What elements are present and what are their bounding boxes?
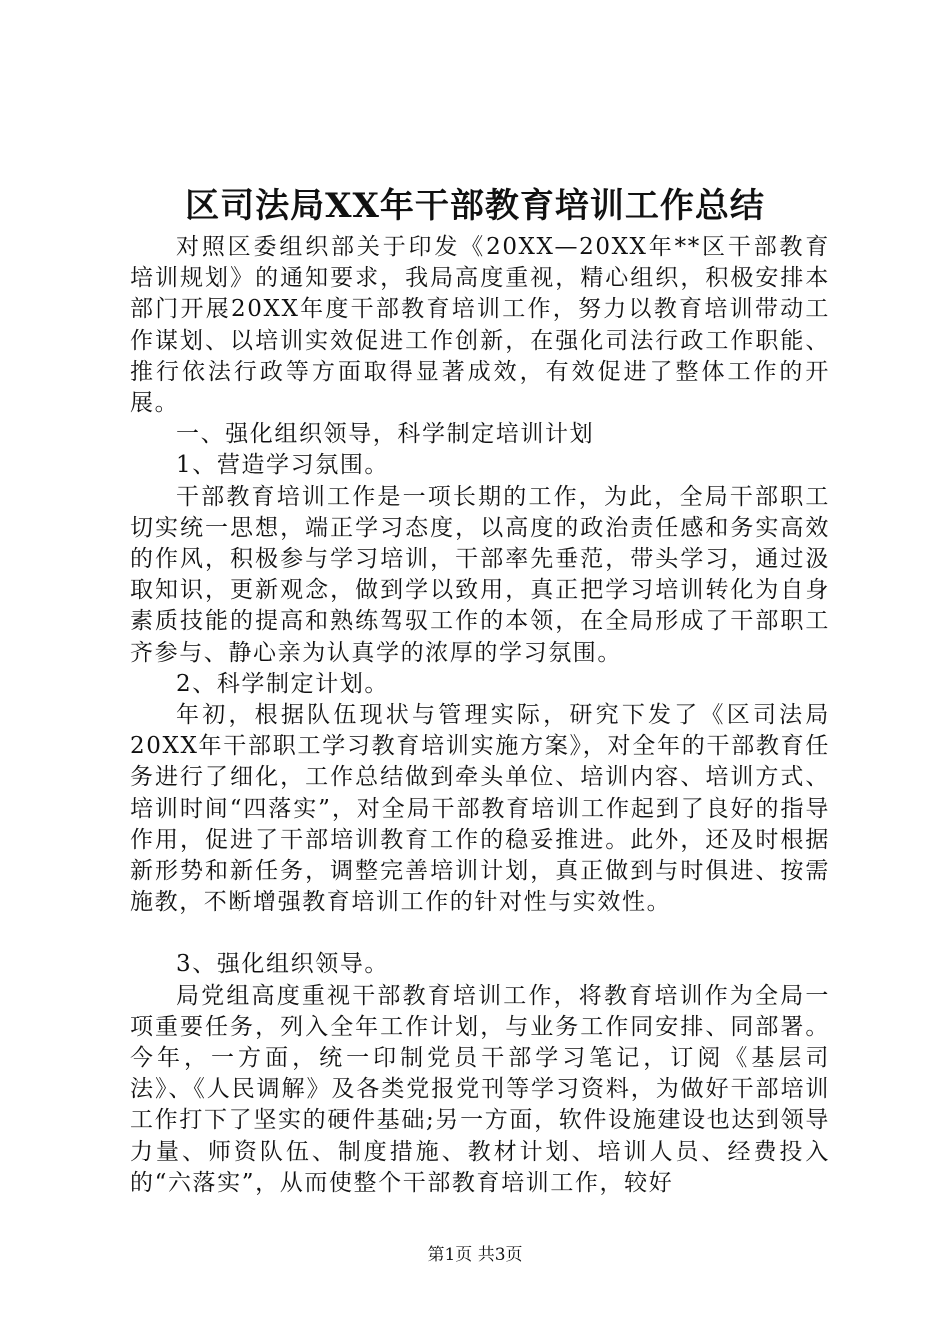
page-number-footer: 第1页 共3页	[427, 1245, 523, 1265]
subheading-1: 1、营造学习氛围。	[176, 452, 390, 479]
paragraph-2: 年初，根据队伍现状与管理实际，研究下发了《区司法局20XX年干部职工学习教育培训实施方案》，对全年的干部教育任务进行了细化，工作总结做到牵头单位、培训内容、培训方式、培训时间“四落实”，对全局干部教育培训工作起到了良好的指导作用，促进了干部培训教育工作的稳妥推进。此外，还及时根据新形势和新任务，调整完善培训计划，真正做到与时俱进、按需施教，不断增强教育培训工作的针对性与实效性。	[130, 702, 830, 916]
paragraph-3: 局党组高度重视干部教育培训工作，将教育培训作为全局一项重要任务，列入全年工作计划，与业务工作同安排、同部署。今年，一方面，统一印制党员干部学习笔记，订阅《基层司法》、《人民调解》及各类党报党刊等学习资料，为做好干部培训工作打下了坚实的硬件基础;另一方面，软件设施建设也达到领导力量、师资队伍、制度措施、教材计划、培训人员、经费投入的“六落实”，从而使整个干部教育培训工作，较好	[130, 982, 830, 1196]
subheading-3: 3、强化组织领导。	[176, 951, 390, 978]
section-heading-1: 一、强化组织领导，科学制定培训计划	[176, 421, 595, 448]
paragraph-1: 干部教育培训工作是一项长期的工作，为此，全局干部职工切实统一思想，端正学习态度，以高度的政治责任感和务实高效的作风，积极参与学习培训，干部率先垂范，带头学习，通过汲取知识，更新观念，做到学以致用，真正把学习培训转化为自身素质技能的提高和熟练驾驭工作的本领，在全局形成了干部职工齐参与、静心亲为认真学的浓厚的学习氛围。	[130, 483, 830, 666]
document-body	[130, 232, 830, 1199]
intro-paragraph: 对照区委组织部关于印发《20XX—20XX年**区干部教育培训规划》的通知要求，我局高度重视，精心组织，积极安排本部门开展20XX年度干部教育培训工作，努力以教育培训带动工作谋划、以培训实效促进工作创新，在强化司法行政工作职能、推行依法行政等方面取得显著成效，有效促进了整体工作的开展。	[130, 234, 830, 417]
subheading-2: 2、科学制定计划。	[176, 670, 390, 697]
document-title: 区司法局XX年干部教育培训工作总结	[185, 186, 765, 226]
